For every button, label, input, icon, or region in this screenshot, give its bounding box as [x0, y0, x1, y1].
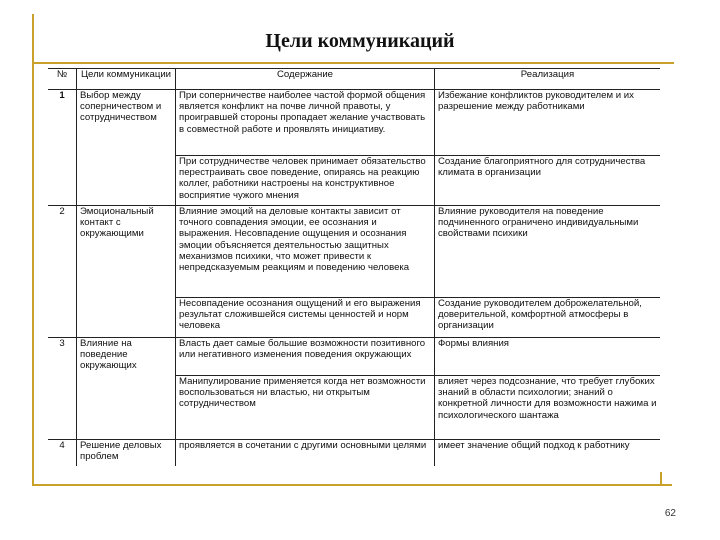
row-realization: Формы влияния	[435, 338, 661, 376]
gold-bottom-rule	[32, 484, 672, 486]
gold-title-rule	[32, 62, 674, 64]
row-num: 4	[48, 440, 77, 466]
row-goal: Решение деловых проблем	[77, 440, 176, 466]
row-content: Манипулирование применяется когда нет возможности воспользоваться ни властью, ни открытым сотрудничеством	[176, 376, 435, 440]
row-content: При соперничестве наиболее частой формой общения является конфликт на почве личной правоты, у проигравшей стороны пропадает желание участвовать в совместной работе и проявлять инициативу.	[176, 90, 435, 156]
row-realization: Избежание конфликтов руководителем и их разрешение между работниками	[435, 90, 661, 156]
row-realization: Влияние руководителя на поведение подчиненного ограничено индивидуальными свойствами психики	[435, 206, 661, 298]
row-goal	[77, 298, 176, 338]
row-content: проявляется в сочетании с другими основными целями	[176, 440, 435, 466]
table-row	[48, 156, 660, 206]
table-row	[48, 298, 660, 338]
row-goal	[77, 156, 176, 206]
row-realization: имеет значение общий подход к работнику	[435, 440, 661, 466]
row-realization: Создание благоприятного для сотрудничества климата в организации	[435, 156, 661, 206]
header-goal: Цели коммуникации	[77, 69, 176, 90]
row-goal: Выбор между соперничеством и сотрудничеством	[77, 90, 176, 156]
row-num: 3	[48, 338, 77, 376]
slide-title: Цели коммуникаций	[265, 30, 455, 52]
table-row	[48, 90, 660, 156]
row-content: Несовпадение осознания ощущений и его выражения результат сложившейся системы ценностей и норм человека	[176, 298, 435, 338]
row-goal: Эмоциональный контакт с окружающими	[77, 206, 176, 298]
row-content: Власть дает самые большие возможности позитивного или негативного изменения поведения окружающих	[176, 338, 435, 376]
row-num: 1	[48, 90, 77, 156]
table-row	[48, 206, 660, 298]
gold-corner-tick	[660, 472, 662, 486]
row-goal: Влияние на поведение окружающих	[77, 338, 176, 376]
table-row	[48, 338, 660, 376]
row-content: При сотрудничестве человек принимает обязательство перестраивать свое поведение, опираясь на реакцию коллег, работники настроены на конструктивное восприятие чужого мнения	[176, 156, 435, 206]
row-num	[48, 376, 77, 440]
table-row	[48, 440, 660, 466]
page-number: 62	[664, 508, 676, 519]
row-num	[48, 156, 77, 206]
header-realization: Реализация	[435, 69, 661, 90]
table-header-row	[48, 69, 660, 90]
row-num: 2	[48, 206, 77, 298]
header-content: Содержание	[176, 69, 435, 90]
row-num	[48, 298, 77, 338]
row-content: Влияние эмоций на деловые контакты зависит от точного совпадения эмоции, ее осознания и выражения. Несовпадение ощущения и осознания эмоции объясняется деятельностью защитных механизмов психики, что может привести к непредсказуемым реакциям и поведению человека	[176, 206, 435, 298]
row-goal	[77, 376, 176, 440]
row-realization: влияет через подсознание, что требует глубоких знаний в области психологии; знаний о конкретной личности для возможности нажима и психологического шантажа	[435, 376, 661, 440]
communication-goals-table	[48, 68, 660, 466]
header-num: №	[48, 69, 77, 90]
gold-vertical-rule	[32, 14, 34, 484]
row-realization: Создание руководителем доброжелательной, доверительной, комфортной атмосферы в организации	[435, 298, 661, 338]
table-row	[48, 376, 660, 440]
